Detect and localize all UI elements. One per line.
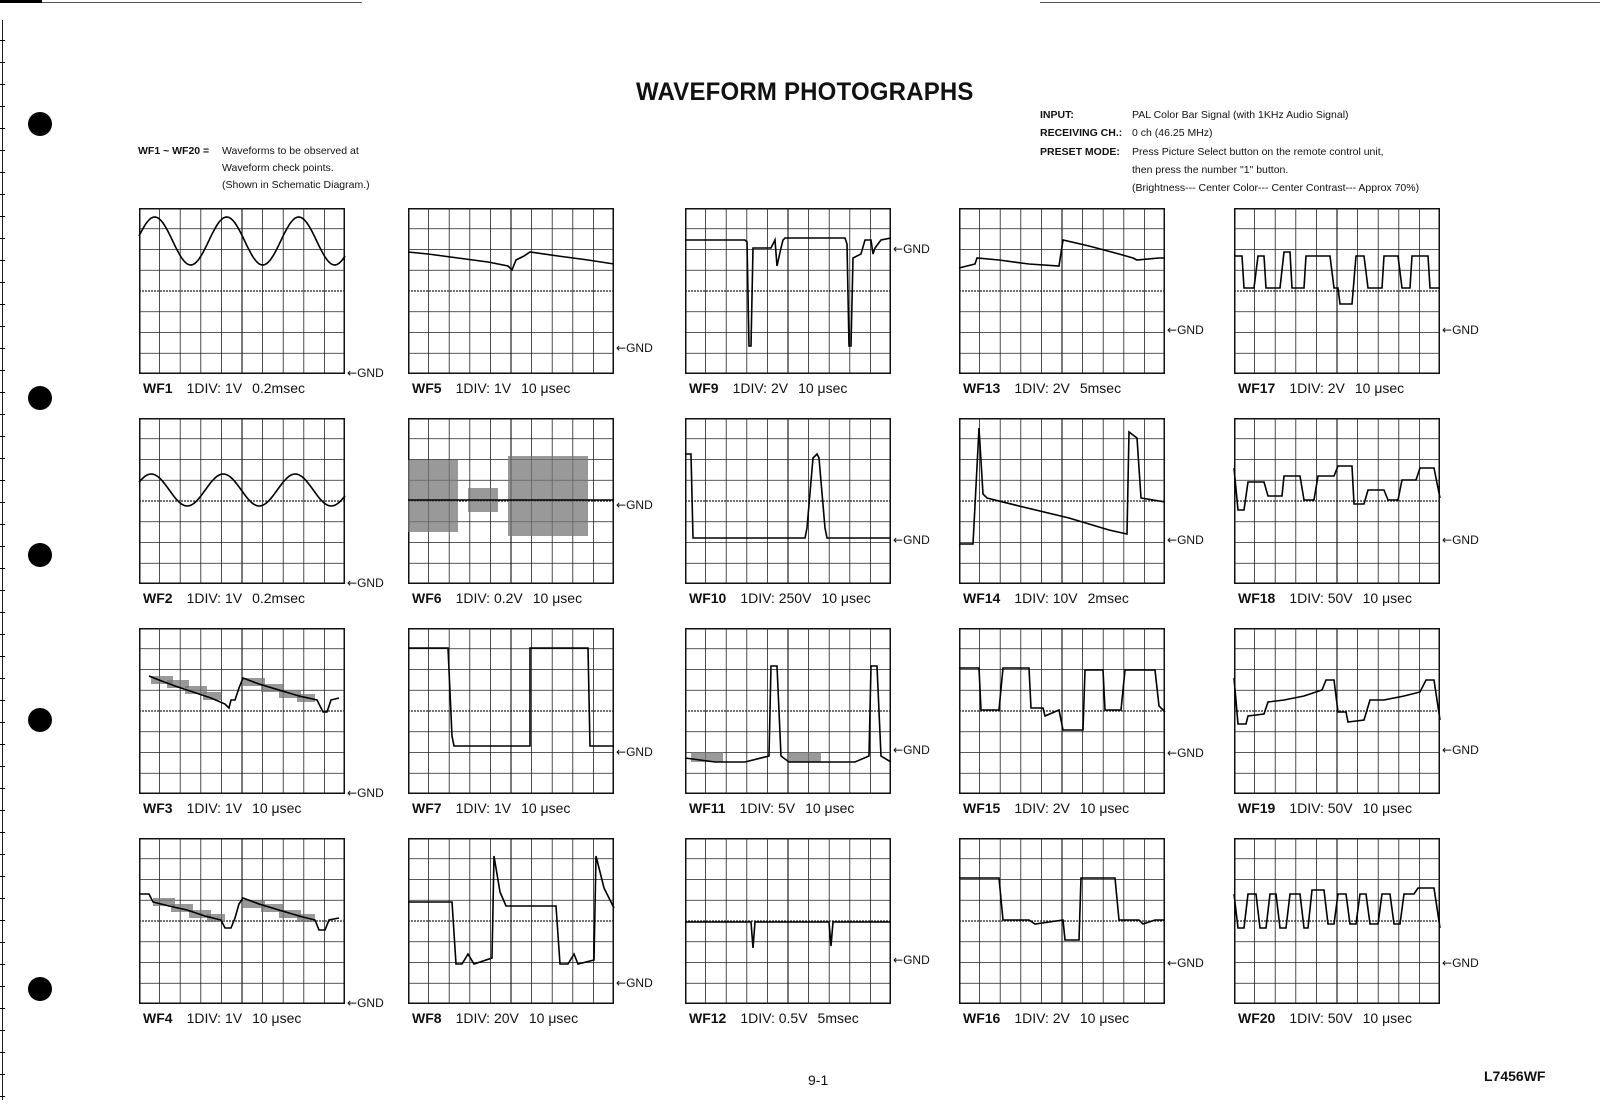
scope-graticule <box>139 838 345 1004</box>
scope-graticule <box>959 628 1165 794</box>
page-number: 9-1 <box>808 1072 829 1088</box>
waveform-time-base: 10 μsec <box>528 1010 579 1026</box>
waveform-id: WF16 <box>963 1010 1001 1026</box>
gnd-label: GND <box>626 744 653 759</box>
waveform-scope <box>959 418 1165 584</box>
page-title: WAVEFORM PHOTOGRAPHS <box>636 78 974 106</box>
edge-tick <box>0 260 5 261</box>
waveform-time-base: 10 μsec <box>1354 380 1405 396</box>
waveform-caption <box>963 1010 1129 1026</box>
waveform-volts-per-div: 1DIV: 50V <box>1289 590 1353 606</box>
gnd-label: GND <box>357 576 384 590</box>
gnd-label: GND <box>903 241 930 256</box>
waveform-scope <box>139 628 345 794</box>
gnd-marker <box>1167 533 1204 547</box>
binder-hole <box>28 977 52 1001</box>
waveform-scope <box>1234 418 1440 584</box>
edge-tick <box>0 370 5 371</box>
waveform-caption <box>412 1010 578 1026</box>
waveform-time-base: 10 μsec <box>1079 800 1130 816</box>
waveform-id: WF20 <box>1238 1010 1276 1026</box>
scope-graticule <box>1234 628 1440 794</box>
gnd-label: GND <box>626 497 653 512</box>
gnd-arrow-icon: ← <box>893 742 904 757</box>
gnd-marker <box>1167 323 1204 337</box>
legend-line: (Shown in Schematic Diagram.) <box>222 179 370 191</box>
waveform-time-base: 10 μsec <box>521 380 571 396</box>
waveform-volts-per-div: 1DIV: 50V <box>1289 800 1353 816</box>
info-label: INPUT: <box>1040 109 1074 121</box>
gnd-label: GND <box>1177 322 1204 337</box>
gnd-arrow-icon: ← <box>347 996 358 1010</box>
gnd-arrow-icon: ← <box>347 576 358 590</box>
gnd-marker <box>347 996 384 1010</box>
gnd-arrow-icon: ← <box>1442 322 1453 337</box>
waveform-time-base: 10 μsec <box>798 380 848 396</box>
gnd-marker <box>1442 743 1479 757</box>
gnd-marker <box>1442 323 1479 337</box>
info-value: 0 ch (46.25 MHz) <box>1132 127 1213 140</box>
waveform-scope <box>408 628 614 794</box>
edge-tick <box>0 986 5 987</box>
gnd-label: GND <box>1177 746 1204 761</box>
scope-graticule <box>685 838 891 1004</box>
edge-tick <box>0 436 5 437</box>
edge-tick <box>0 942 5 943</box>
gnd-label: GND <box>357 366 384 380</box>
edge-tick <box>0 62 5 63</box>
binder-hole <box>28 386 52 410</box>
scope-graticule <box>1234 208 1440 374</box>
waveform-id: WF3 <box>143 800 173 816</box>
waveform-volts-per-div: 1DIV: 2V <box>1014 380 1070 396</box>
binder-hole <box>28 708 52 732</box>
waveform-volts-per-div: 1DIV: 2V <box>1014 1010 1070 1026</box>
gnd-arrow-icon: ← <box>1167 322 1178 337</box>
scope-graticule <box>685 418 891 584</box>
edge-tick <box>0 722 5 723</box>
waveform-scope <box>1234 628 1440 794</box>
gnd-marker <box>347 366 384 380</box>
gnd-label: GND <box>1452 532 1479 547</box>
waveform-id: WF7 <box>412 800 442 816</box>
gnd-arrow-icon: ← <box>347 786 358 800</box>
waveform-caption <box>1238 1010 1412 1026</box>
waveform-id: WF14 <box>963 590 1001 606</box>
edge-tick <box>0 150 5 151</box>
gnd-arrow-icon: ← <box>1442 742 1453 757</box>
waveform-id: WF12 <box>689 1010 727 1026</box>
waveform-id: WF11 <box>689 800 726 816</box>
edge-tick <box>0 414 5 415</box>
waveform-legend <box>138 143 370 194</box>
waveform-volts-per-div: 1DIV: 5V <box>739 800 796 816</box>
edge-tick <box>0 40 5 41</box>
waveform-volts-per-div: 1DIV: 1V <box>455 800 512 816</box>
edge-tick <box>0 590 5 591</box>
waveform-caption <box>963 380 1121 396</box>
gnd-label: GND <box>1452 956 1479 971</box>
gnd-marker <box>616 498 653 512</box>
edge-tick <box>0 172 5 173</box>
gnd-arrow-icon: ← <box>1167 956 1178 971</box>
info-label <box>1040 179 1132 197</box>
top-edge-bar <box>0 0 42 3</box>
waveform-id: WF18 <box>1238 590 1276 606</box>
gnd-marker <box>347 786 384 800</box>
waveform-id: WF17 <box>1238 380 1276 396</box>
edge-tick <box>0 568 5 569</box>
scope-graticule <box>959 208 1165 374</box>
waveform-volts-per-div: 1DIV: 20V <box>455 1010 519 1026</box>
signal-band <box>789 752 821 762</box>
edge-tick <box>0 546 5 547</box>
waveform-volts-per-div: 1DIV: 50V <box>1289 1010 1353 1026</box>
waveform-scope <box>408 208 614 374</box>
edge-tick <box>0 304 5 305</box>
scope-graticule <box>959 418 1165 584</box>
waveform-caption <box>689 380 847 396</box>
gnd-label: GND <box>626 341 653 356</box>
edge-tick <box>0 458 5 459</box>
scope-graticule <box>1234 838 1440 1004</box>
waveform-scope <box>1234 838 1440 1004</box>
edge-tick <box>0 656 5 657</box>
edge-tick <box>0 238 5 239</box>
waveform-id: WF10 <box>689 590 727 606</box>
waveform-volts-per-div: 1DIV: 10V <box>1014 590 1078 606</box>
waveform-caption <box>1238 800 1412 816</box>
waveform-volts-per-div: 1DIV: 1V <box>455 380 512 396</box>
gnd-arrow-icon: ← <box>1167 532 1178 547</box>
waveform-id: WF9 <box>689 380 719 396</box>
waveform-scope <box>139 418 345 584</box>
waveform-volts-per-div: 1DIV: 2V <box>732 380 789 396</box>
binder-hole <box>28 543 52 567</box>
waveform-scope <box>139 208 345 374</box>
edge-tick <box>0 700 5 701</box>
info-value: PAL Color Bar Signal (with 1KHz Audio Signal) <box>1132 109 1349 121</box>
edge-tick <box>0 326 5 327</box>
gnd-label: GND <box>357 786 384 800</box>
gnd-marker <box>893 533 930 547</box>
scope-graticule <box>685 208 891 374</box>
gnd-marker <box>616 745 653 759</box>
test-conditions <box>1040 106 1419 197</box>
waveform-volts-per-div: 1DIV: 1V <box>186 380 243 396</box>
gnd-label: GND <box>357 996 384 1010</box>
waveform-id: WF8 <box>412 1010 442 1026</box>
waveform-caption <box>412 380 570 396</box>
info-value: then press the number "1" button. <box>1132 163 1289 176</box>
waveform-volts-per-div: 1DIV: 1V <box>186 800 243 816</box>
waveform-volts-per-div: 1DIV: 1V <box>186 590 243 606</box>
gnd-label: GND <box>903 532 930 547</box>
waveform-volts-per-div: 1DIV: 250V <box>740 590 812 606</box>
waveform-volts-per-div: 1DIV: 0.5V <box>740 1010 808 1026</box>
waveform-time-base: 10 μsec <box>805 800 855 816</box>
waveform-caption <box>143 380 305 396</box>
waveform-caption <box>1238 380 1404 396</box>
gnd-label: GND <box>1452 742 1479 757</box>
waveform-time-base: 10 μsec <box>252 800 302 816</box>
edge-tick <box>0 766 5 767</box>
gnd-arrow-icon: ← <box>893 952 904 967</box>
edge-tick <box>0 1008 5 1009</box>
binder-hole <box>28 112 52 136</box>
waveform-caption <box>689 800 854 816</box>
edge-tick <box>0 612 5 613</box>
gnd-label: GND <box>903 952 930 967</box>
gnd-marker <box>893 242 930 256</box>
waveform-caption <box>412 590 582 606</box>
gnd-label: GND <box>1452 322 1479 337</box>
scope-graticule <box>139 418 345 584</box>
edge-tick <box>0 524 5 525</box>
waveform-id: WF15 <box>963 800 1001 816</box>
waveform-time-base: 2msec <box>1087 590 1129 606</box>
edge-tick <box>0 106 5 107</box>
edge-tick <box>0 788 5 789</box>
edge-tick <box>0 964 5 965</box>
binding-edge-line <box>2 20 3 1100</box>
scope-graticule <box>408 838 614 1004</box>
legend-line: Waveform check points. <box>222 162 334 174</box>
gnd-arrow-icon: ← <box>1442 956 1453 971</box>
edge-tick <box>0 392 5 393</box>
model-number: L7456WF <box>1484 1068 1546 1084</box>
waveform-time-base: 10 μsec <box>1079 1010 1130 1026</box>
edge-tick <box>0 876 5 877</box>
waveform-caption <box>963 800 1129 816</box>
edge-tick <box>0 898 5 899</box>
waveform-volts-per-div: 1DIV: 0.2V <box>455 590 523 606</box>
gnd-arrow-icon: ← <box>1442 532 1453 547</box>
waveform-caption <box>689 590 871 606</box>
top-rule-right <box>1040 2 1600 3</box>
gnd-marker <box>893 953 930 967</box>
info-label: PRESET MODE: <box>1040 145 1120 158</box>
waveform-time-base: 10 μsec <box>1362 590 1412 606</box>
waveform-time-base: 5msec <box>817 1010 859 1026</box>
gnd-arrow-icon: ← <box>893 241 904 256</box>
waveform-id: WF13 <box>963 380 1001 396</box>
gnd-arrow-icon: ← <box>347 366 358 380</box>
edge-tick <box>0 744 5 745</box>
scope-graticule <box>408 418 614 584</box>
waveform-time-base: 0.2msec <box>252 590 305 606</box>
signal-band <box>508 456 588 536</box>
edge-tick <box>0 810 5 811</box>
scope-graticule <box>408 628 614 794</box>
edge-tick <box>0 1052 5 1053</box>
waveform-scope <box>685 418 891 584</box>
waveform-time-base: 0.2msec <box>252 380 305 396</box>
edge-tick <box>0 832 5 833</box>
waveform-caption <box>963 590 1129 606</box>
waveform-time-base: 10 μsec <box>252 1010 302 1026</box>
gnd-marker <box>347 576 384 590</box>
waveform-scope <box>408 418 614 584</box>
info-value: (Brightness--- Center Color--- Center Contrast--- Approx 70%) <box>1132 182 1420 195</box>
info-value: Press Picture Select button on the remote control unit, <box>1132 145 1384 158</box>
edge-tick <box>0 348 5 349</box>
edge-tick <box>0 634 5 635</box>
waveform-caption <box>143 1010 301 1026</box>
edge-tick <box>0 480 5 481</box>
waveform-time-base: 5msec <box>1079 380 1122 396</box>
gnd-marker <box>616 341 653 355</box>
edge-tick <box>0 84 5 85</box>
waveform-volts-per-div: 1DIV: 1V <box>186 1010 243 1026</box>
waveform-id: WF4 <box>143 1010 173 1026</box>
gnd-arrow-icon: ← <box>893 532 904 547</box>
edge-tick <box>0 194 5 195</box>
edge-tick <box>0 128 5 129</box>
waveform-scope <box>959 628 1165 794</box>
gnd-marker <box>893 743 930 757</box>
gnd-label: GND <box>626 976 653 991</box>
gnd-label: GND <box>1177 532 1204 547</box>
waveform-scope <box>408 838 614 1004</box>
waveform-scope <box>959 838 1165 1004</box>
edge-tick <box>0 678 5 679</box>
gnd-marker <box>1167 956 1204 970</box>
waveform-time-base: 10 μsec <box>532 590 583 606</box>
waveform-time-base: 10 μsec <box>1362 1010 1412 1026</box>
waveform-scope <box>139 838 345 1004</box>
waveform-scope <box>685 628 891 794</box>
waveform-time-base: 10 μsec <box>521 800 571 816</box>
gnd-arrow-icon: ← <box>616 744 627 759</box>
scope-graticule <box>139 208 345 374</box>
gnd-arrow-icon: ← <box>1167 746 1178 761</box>
gnd-arrow-icon: ← <box>616 341 627 356</box>
edge-tick <box>0 1074 5 1075</box>
gnd-marker <box>1442 533 1479 547</box>
gnd-arrow-icon: ← <box>616 497 627 512</box>
edge-tick <box>0 216 5 217</box>
waveform-scope <box>1234 208 1440 374</box>
legend-label: WF1 ~ WF20 = <box>138 145 210 157</box>
gnd-marker <box>616 976 653 990</box>
gnd-marker <box>1442 956 1479 970</box>
scope-graticule <box>1234 418 1440 584</box>
waveform-id: WF6 <box>412 590 442 606</box>
waveform-caption <box>143 800 301 816</box>
waveform-id: WF5 <box>412 380 442 396</box>
edge-tick <box>0 502 5 503</box>
scope-graticule <box>959 838 1165 1004</box>
waveform-id: WF1 <box>143 380 173 396</box>
gnd-marker <box>1167 746 1204 760</box>
waveform-time-base: 10 μsec <box>821 590 871 606</box>
gnd-label: GND <box>903 742 930 757</box>
scope-graticule <box>408 208 614 374</box>
waveform-scope <box>959 208 1165 374</box>
edge-tick <box>0 920 5 921</box>
waveform-volts-per-div: 1DIV: 2V <box>1289 380 1345 396</box>
waveform-scope <box>685 838 891 1004</box>
waveform-caption <box>412 800 570 816</box>
edge-tick <box>0 1096 5 1097</box>
edge-tick <box>0 854 5 855</box>
gnd-label: GND <box>1177 956 1204 971</box>
edge-tick <box>0 1030 5 1031</box>
signal-band <box>408 460 458 532</box>
info-label <box>1040 161 1132 179</box>
scope-graticule <box>139 628 345 794</box>
top-rule-left <box>42 2 362 3</box>
waveform-caption <box>1238 590 1412 606</box>
waveform-time-base: 10 μsec <box>1362 800 1412 816</box>
legend-line: Waveforms to be observed at <box>222 145 359 157</box>
edge-tick <box>0 282 5 283</box>
waveform-id: WF2 <box>143 590 173 606</box>
waveform-scope <box>685 208 891 374</box>
waveform-id: WF19 <box>1238 800 1276 816</box>
waveform-caption <box>689 1010 859 1026</box>
info-label: RECEIVING CH.: <box>1040 127 1123 140</box>
gnd-arrow-icon: ← <box>616 976 627 991</box>
waveform-caption <box>143 590 305 606</box>
scope-graticule <box>685 628 891 794</box>
waveform-volts-per-div: 1DIV: 2V <box>1014 800 1070 816</box>
